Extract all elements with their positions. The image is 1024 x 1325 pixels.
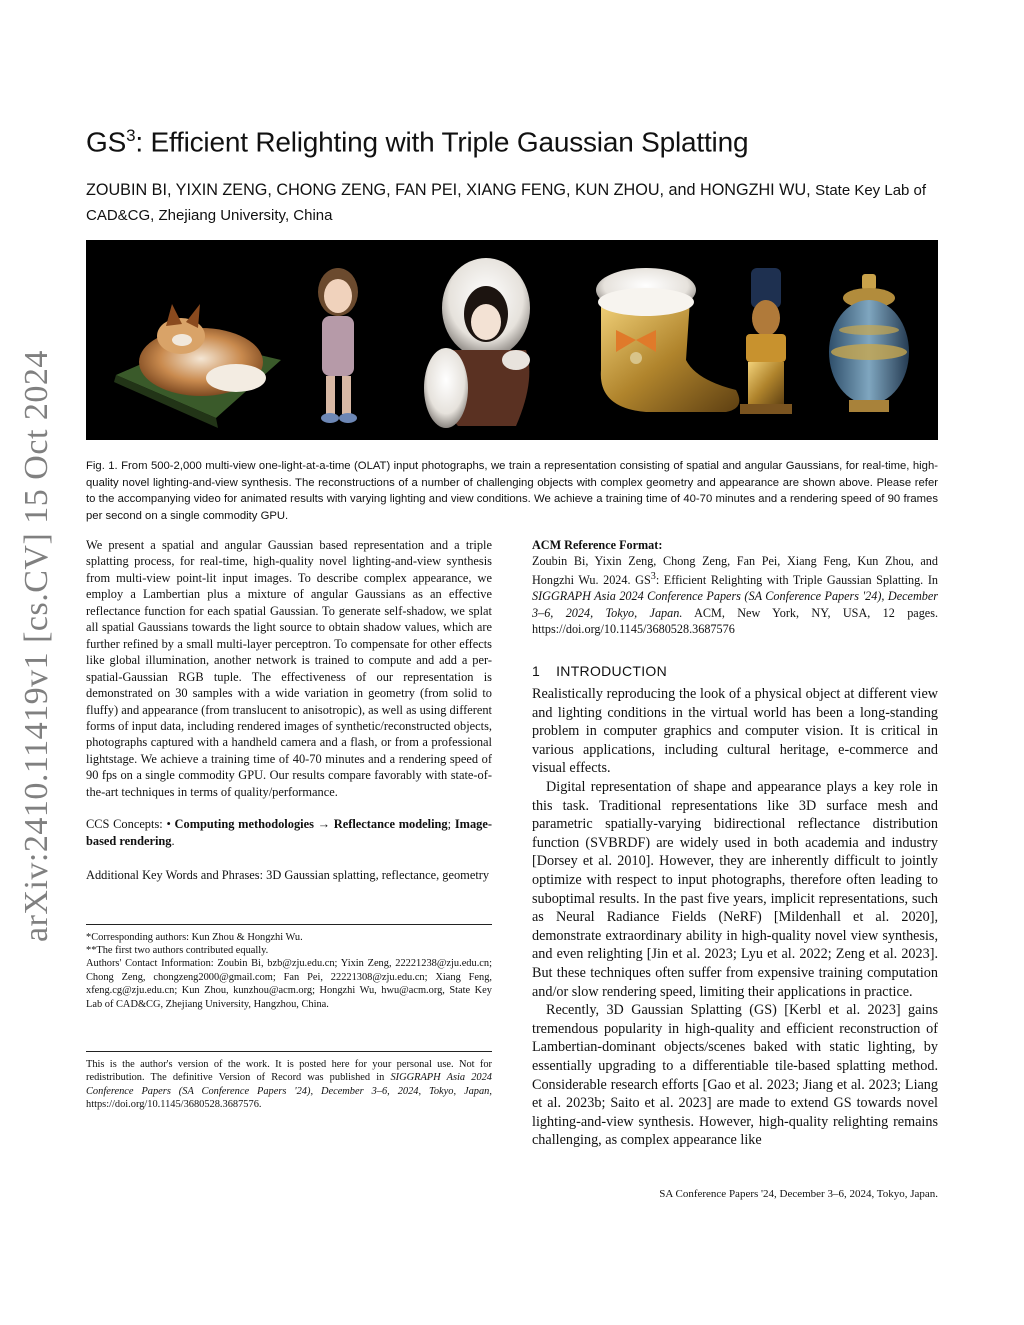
section-heading-introduction — [532, 663, 938, 679]
abstract: We present a spatial and angular Gaussian based representation and a triple splatting process, for real-time, high-quality novel lighting-and-view synthesis from multi-view point-lit input images. To describe complex appearance, we employ a Lambertian plus a mixture of angular Gaussians as an effective reflectance function for each spatial Gaussian. To generate self-shadow, we splat all spatial Gaussians towards the light source to obtain shadow values, which are further refined by a small multi-layer perceptron. To compensate for other effects like global illumination, another network is trained to compute and add a per-spatial-Gaussian RGB tuple. The effectiveness of our representation is demonstrated on 30 samples with a wide variation in geometry (from solid to fluffy) and appearance (from translucent to anisotropic), as well as using different forms of input data, including rendered images of synthetic/reconstructed objects, photographs captured with a handheld camera and a flash, or from a professional lightstage. We achieve a training time of 40-70 minutes and a rendering speed of 90 fps on a single commodity GPU. Our results compare favorably with state-of-the-art techniques in terms of quality/performance. — [86, 538, 492, 799]
version-note-venue: SIGGRAPH Asia 2024 Conference Papers (SA Conference Papers '24), December 3–6, 2024, Tokyo, Japan — [86, 1072, 492, 1097]
ccs-label: CCS Concepts: • — [86, 817, 171, 832]
version-divider — [86, 1051, 492, 1052]
acm-reference-title: : Efficient Relighting with Triple Gaussian Splatting. In — [655, 573, 938, 588]
right-column — [532, 537, 938, 1150]
ccs-concepts — [86, 816, 492, 849]
fur-hooded-doll-object — [424, 258, 530, 428]
figure-caption: Fig. 1. From 500-2,000 multi-view one-light-at-a-time (OLAT) input photographs, we train a representation consisting of spatial and angular Gaussians, for real-time, high-quality novel lighting-and-view synthesis. The reconstructions of a number of challenging objects with complex geometry and appearance are shown above. Please refer to the accompanying video for animated results with varying lighting and view conditions. We achieve a training time of 40-70 minutes and a rendering speed of 90 frames per second on a single commodity GPU. — [86, 460, 938, 522]
ccs-concept-2: Image-based rendering — [86, 817, 492, 848]
version-note-text: This is the author's version of the work. It is posted here for your personal use. Not for redistribution. The definitive Version of Record was published in — [86, 1059, 492, 1084]
ccs-end: . — [171, 833, 175, 848]
pharaoh-bust-object — [740, 268, 792, 414]
acm-reference — [532, 553, 938, 637]
ccs-concept-1: Computing methodologies → Reflectance modeling — [174, 817, 448, 832]
footnote-divider — [86, 924, 492, 925]
ccs-separator: ; — [447, 817, 452, 832]
title-rest: : Efficient Relighting with Triple Gaussian Splatting — [135, 126, 749, 158]
footnote-contact: Authors' Contact Information: Zoubin Bi, bzb@zju.edu.cn; Yixin Zeng, 22221238@zju.edu.cn; Chong Zeng, chongzeng2000@gmail.com; Fan Pei, 22221308@zju.edu.cn; Xiang Feng, xfeng.cg@zju.edu.cn; Kun Zhou, kunzhou@acm.org; Hongzhi Wu, hwu@acm.org, State Key Lab of CAD&CG, Zhejiang University, Hangzhou, China. — [86, 958, 492, 1010]
page-footer: SA Conference Papers '24, December 3–6, 2024, Tokyo, Japan. — [659, 1188, 938, 1200]
doll-object — [318, 268, 358, 423]
title-main: GS — [86, 126, 127, 158]
title-superscript: 3 — [126, 126, 136, 145]
version-note — [86, 1058, 492, 1112]
cloisonne-vase-object — [829, 274, 909, 412]
footnote-corresponding: *Corresponding authors: Kun Zhou & Hongzhi Wu. — [86, 931, 303, 943]
arxiv-identifier-stamp: arXiv:2410.11419v1 [cs.CV] 15 Oct 2024 — [18, 350, 55, 942]
footnotes — [86, 931, 492, 1011]
paper-title — [86, 126, 748, 158]
teaser-image — [86, 240, 938, 440]
section-number: 1 — [532, 663, 541, 680]
author-affiliation: State Key Lab of CAD&CG, Zhejiang University, China — [86, 182, 927, 224]
acm-reference-venue: SIGGRAPH Asia 2024 Conference Papers (SA Conference Papers '24), December 3–6, 2024, Tokyo, Japan. — [532, 589, 938, 620]
acm-reference-sup: 3 — [650, 571, 656, 583]
acm-reference-authors: Zoubin Bi, Yixin Zeng, Chong Zeng, Fan Pei, Xiang Feng, Kun Zhou, and Hongzhi Wu. 2024. GS — [532, 554, 938, 588]
footnote-equal-contribution: **The first two authors contributed equally. — [86, 945, 269, 957]
intro-paragraph-3: Recently, 3D Gaussian Splatting (GS) [Kerbl et al. 2023] gains tremendous popularity in high-quality and efficient reconstruction of Lambertian-dominant objects/scenes baked with static lighting, by essentially upgrading to a differentiable tile-based splatting method. Considerable research efforts [Gao et al. 2023; Jiang et al. 2023; Liang et al. 2023b; Saito et al. 2023] are made to extend GS towards novel lighting-and-view synthesis. However, high-quality relighting remains challenging, as complex appearance like — [532, 1002, 938, 1149]
acm-reference-heading: ACM Reference Format: — [532, 538, 663, 552]
keywords: Additional Key Words and Phrases: 3D Gaussian splatting, reflectance, geometry — [86, 868, 490, 883]
section-title: INTRODUCTION — [556, 663, 668, 680]
teaser-figure — [86, 240, 938, 440]
golden-boot-object — [596, 268, 739, 412]
author-names: ZOUBIN BI, YIXIN ZENG, CHONG ZENG, FAN PEI, XIANG FENG, KUN ZHOU, and HONGZHI WU, — [86, 181, 811, 199]
acm-reference-doi[interactable]: ACM, New York, NY, USA, 12 pages. https://doi.org/10.1145/3680528.3687576 — [532, 605, 939, 636]
intro-paragraph-1: Realistically reproducing the look of a physical object at different view and lighting conditions in the virtual world has been a long-standing problem in computer graphics and computer vision. It is critical in various applications, including cultural heritage, e-commerce and visual effects. — [532, 686, 938, 777]
fox-on-grass-object — [114, 304, 281, 428]
version-note-doi[interactable]: , https://doi.org/10.1145/3680528.3687576. — [86, 1085, 492, 1111]
intro-paragraph-2: Digital representation of shape and appearance plays a key role in this task. Traditional representations like 3D surface mesh and parametric spatially-varying bidirectional reflectance distribution function (SVBRDF) are widely used in both academia and industry [Dorsey et al. 2010]. However, they are inherently difficult to jointly optimize with respect to input photographs, therefore often leading to suboptimal results. In the past five years, implicit representations, such as Neural Radiance Fields (NeRF) [Mildenhall et al. 2020], demonstrate extraordinary ability in high-quality novel view synthesis, and even relighting [Jin et al. 2023; Lyu et al. 2022; Zeng et al. 2023]. But these techniques often suffer from expensive training computation and/or slow rendering speed, limiting their applications in practice. — [532, 779, 938, 1000]
author-list — [86, 178, 946, 228]
left-column — [86, 537, 492, 1112]
